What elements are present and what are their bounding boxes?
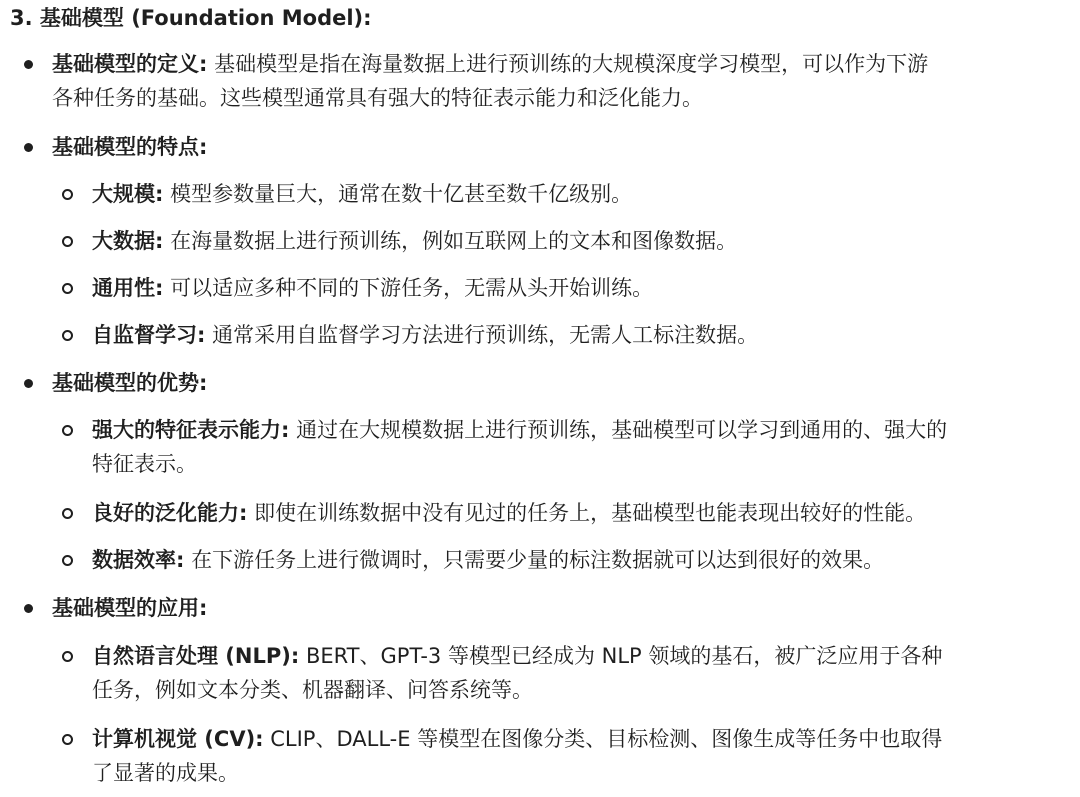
sub-item-term: 大数据:: [92, 229, 164, 253]
sub-item-text: 可以适应多种不同的下游任务，无需从头开始训练。: [163, 276, 654, 300]
sub-item-continuation: 了显著的成果。: [92, 761, 239, 785]
bullet-dot-icon: [24, 143, 33, 152]
sub-item-term: 大规模:: [92, 182, 164, 206]
sub-item-text: 通常采用自监督学习方法进行预训练，无需人工标注数据。: [205, 323, 759, 347]
list-item-term: 基础模型的定义:: [52, 52, 208, 76]
section-heading: 3. 基础模型 (Foundation Model):: [10, 6, 372, 30]
bullet-dot-icon: [24, 60, 33, 69]
sub-item-continuation: 特征表示。: [92, 452, 197, 476]
sub-item: [92, 224, 737, 258]
bullet-dot-icon: [24, 604, 33, 613]
sub-item: [92, 543, 884, 577]
sub-item-text: 模型参数量巨大，通常在数十亿甚至数千亿级别。: [163, 182, 633, 206]
sub-item-line: [92, 639, 942, 673]
sub-item-text: 即使在训练数据中没有见过的任务上，基础模型也能表现出较好的性能。: [247, 501, 927, 525]
sub-item: [92, 318, 758, 352]
sub-item: [92, 496, 926, 530]
sub-item-text: 通过在大规模数据上进行预训练，基础模型可以学习到通用的、强大的: [289, 418, 948, 442]
sub-item-term: 自监督学习:: [92, 323, 206, 347]
list-item-text: 基础模型是指在海量数据上进行预训练的大规模深度学习模型，可以作为下游: [207, 52, 929, 76]
list-item-continuation: 各种任务的基础。这些模型通常具有强大的特征表示能力和泛化能力。: [52, 86, 703, 110]
bullet-ring-icon: [62, 236, 73, 247]
sub-item-text: BERT、GPT-3 等模型已经成为 NLP 领域的基石，被广泛应用于各种: [299, 644, 943, 668]
list-item-term: 基础模型的优势:: [52, 371, 208, 395]
sub-item-term: 通用性:: [92, 276, 164, 300]
bullet-ring-icon: [62, 283, 73, 294]
bullet-ring-icon: [62, 555, 73, 566]
list-item-applications: [52, 591, 207, 625]
list-item-advantages: [52, 366, 207, 400]
sub-item: [92, 413, 947, 481]
sub-item-term: 自然语言处理 (NLP):: [92, 644, 300, 668]
sub-item-text: 在下游任务上进行微调时，只需要少量的标注数据就可以达到很好的效果。: [184, 548, 885, 572]
bullet-ring-icon: [62, 651, 73, 662]
list-item-term: 基础模型的应用:: [52, 596, 208, 620]
sub-item-term: 强大的特征表示能力:: [92, 418, 290, 442]
list-item-features: [52, 130, 207, 164]
sub-item-text: 在海量数据上进行预训练，例如互联网上的文本和图像数据。: [163, 229, 738, 253]
bullet-ring-icon: [62, 330, 73, 341]
sub-item-text: CLIP、DALL-E 等模型在图像分类、目标检测、图像生成等任务中也取得: [263, 727, 943, 751]
sub-item-line: [92, 722, 942, 756]
bullet-ring-icon: [62, 189, 73, 200]
sub-item-continuation: 任务，例如文本分类、机器翻译、问答系统等。: [92, 678, 533, 702]
sub-item-term: 数据效率:: [92, 548, 185, 572]
bullet-ring-icon: [62, 508, 73, 519]
sub-item-term: 良好的泛化能力:: [92, 501, 248, 525]
bullet-ring-icon: [62, 425, 73, 436]
sub-item: [92, 722, 942, 790]
list-item-definition: [52, 47, 928, 115]
bullet-ring-icon: [62, 734, 73, 745]
sub-item: [92, 639, 942, 707]
sub-item: [92, 271, 653, 305]
list-item-line: [52, 47, 928, 81]
sub-item: [92, 177, 632, 211]
sub-item-term: 计算机视觉 (CV):: [92, 727, 264, 751]
sub-item-line: [92, 413, 947, 447]
bullet-dot-icon: [24, 379, 33, 388]
list-item-term: 基础模型的特点:: [52, 135, 208, 159]
